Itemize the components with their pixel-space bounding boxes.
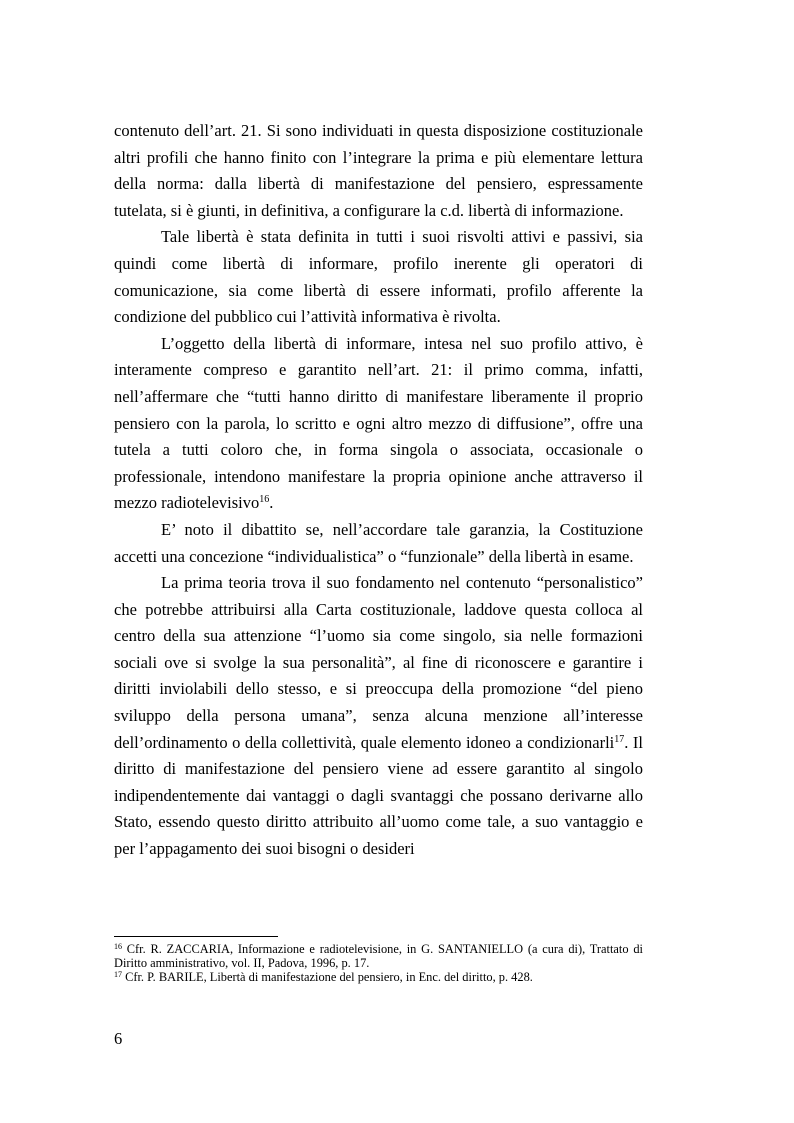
footnote-17	[114, 970, 643, 984]
body-text	[114, 118, 643, 863]
footnote-ref-16[interactable]: 16	[259, 494, 270, 506]
footnote-17-number: 17	[114, 970, 122, 980]
paragraph-2-text: Tale libertà è stata definita in tutti i suoi risvolti attivi e passivi, sia quindi come libertà di informare, profilo inerente gli operatori di comunicazione, sia come libertà di essere informati, profilo afferente la condizione del pubblico cui l’attività informativa è rivolta.	[114, 227, 643, 327]
paragraph-3-text: L’oggetto della libertà di informare, intesa nel suo profilo attivo, è interamente compreso e garantito nell’art. 21: il primo comma, infatti, nell’affermare che “tutti hanno diritto di manifestare liberamente il proprio pensiero con la parola, lo scritto e ogni altro mezzo di diffusione”, offre una tutela a tutti coloro che, in forma singola o associata, occasionale o professionale, intendono manifestare la propria opinione anche attraverso il mezzo radiotelevisivo	[114, 333, 643, 513]
paragraph-5	[114, 570, 643, 863]
footnotes	[114, 936, 643, 985]
paragraph-1-text: contenuto dell’art. 21. Si sono individuati in questa disposizione costituzionale altri profili che hanno finito con l’integrare la prima e più elementare lettura della norma: dalla libertà di manifestazione del pensiero, espressamente tutelata, si è giunti, in definitiva, a configurare la c.d. libertà di informazione.	[114, 121, 643, 220]
page-number: 6	[114, 1029, 123, 1048]
paragraph-4-text: E’ noto il dibattito se, nell’accordare tale garanzia, la Costituzione accetti una concezione “individualistica” o “funzionale” della libertà in esame.	[114, 519, 643, 566]
page-body	[114, 118, 643, 863]
paragraph-4	[114, 517, 643, 570]
paragraph-5-tail: . Il diritto di manifestazione del pensiero viene ad essere garantito al singolo indipendentemente dai vantaggi o dagli svantaggi che possano derivarne allo Stato, essendo questo diritto attribuito all’uomo come tale, a suo vantaggio e per l’appagamento dei suoi bisogni o desideri	[114, 732, 643, 859]
footnote-16-text: Cfr. R. ZACCARIA, Informazione e radiotelevisione, in G. SANTANIELLO (a cura di), Trattato di Diritto amministrativo, vol. II, Padova, 1996, p. 17.	[114, 942, 643, 971]
paragraph-2	[114, 224, 643, 330]
paragraph-3	[114, 331, 643, 517]
paragraph-1	[114, 118, 643, 224]
paragraph-3-tail: .	[269, 493, 274, 513]
footnote-ref-17[interactable]: 17	[614, 733, 625, 745]
footnote-16-number: 16	[114, 942, 122, 951]
paragraph-5-text: La prima teoria trova il suo fondamento nel contenuto “personalistico” che potrebbe attribuirsi alla Carta costituzionale, laddove questa colloca al centro della sua attenzione “l’uomo sia come singolo, sia nelle formazioni sociali ove si svolge la sua personalità”, al fine di riconoscere e garantire i diritti inviolabili dello stesso, e si preoccupa della promozione “del pieno sviluppo della persona umana”, senza alcuna menzione all’interesse dell’ordinamento o della collettività, quale elemento idoneo a condizionarli	[114, 573, 643, 752]
footnote-divider	[114, 936, 278, 937]
footnote-17-text: Cfr. P. BARILE, Libertà di manifestazione del pensiero, in Enc. del diritto, p. 428.	[122, 970, 533, 985]
footnote-16	[114, 942, 643, 970]
